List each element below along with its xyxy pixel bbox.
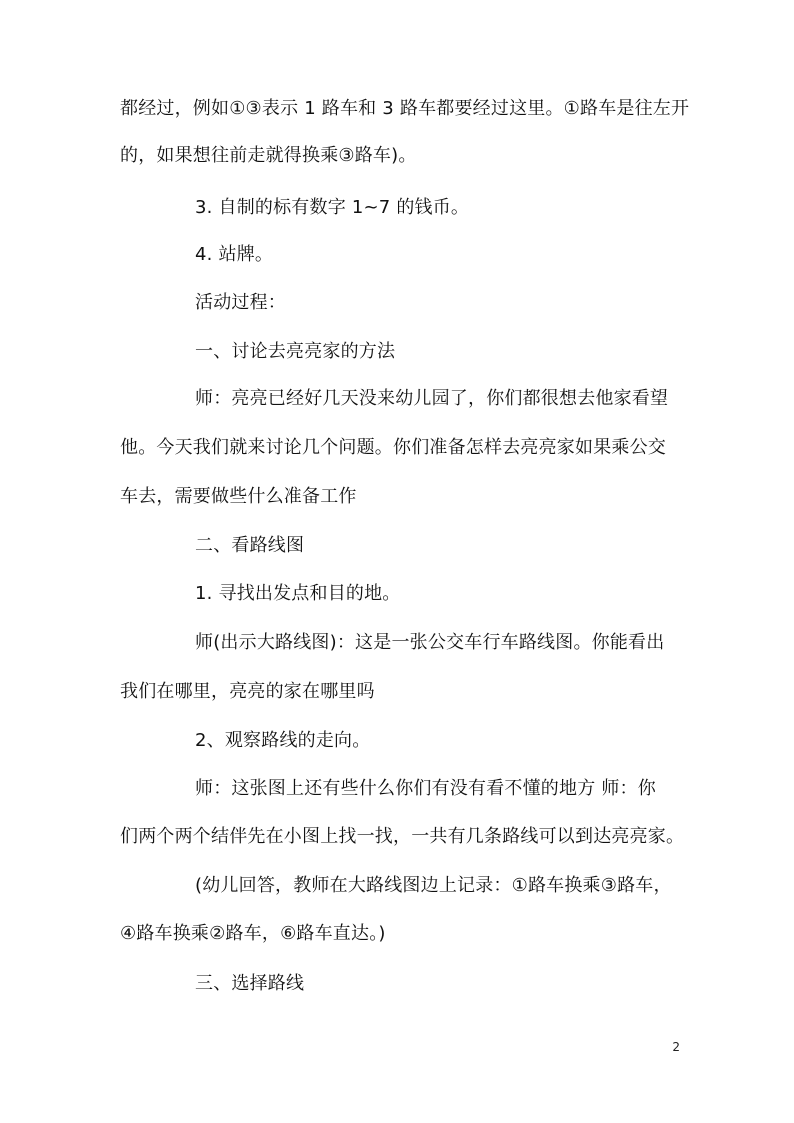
page-number: 2 [672,1040,680,1054]
list-item: 2、观察路线的走向。 [195,730,371,751]
section-heading: 活动过程： [195,292,286,313]
paragraph-line: 师：亮亮已经好几天没来幼儿园了，你们都很想去他家看望 [195,388,669,409]
paragraph-line: 车去，需要做些什么准备工作 [120,486,357,507]
paragraph-line: 师(出示大路线图)：这是一张公交车行车路线图。你能看出 [195,632,665,653]
list-item: 3. 自制的标有数字 1~7 的钱币。 [195,197,470,218]
list-item: 4. 站牌。 [195,244,274,265]
paragraph-line: 的，如果想往前走就得换乘③路车)。 [120,145,417,166]
section-heading: 三、选择路线 [195,973,305,994]
paragraph-line: 他。今天我们就来讨论几个问题。你们准备怎样去亮亮家如果乘公交 [120,437,666,458]
section-heading: 一、讨论去亮亮家的方法 [195,341,396,362]
paragraph-line: 师：这张图上还有些什么你们有没有看不懂的地方 师：你 [195,778,656,799]
paragraph-line: (幼儿回答，教师在大路线图边上记录：①路车换乘③路车， [195,875,672,896]
paragraph-line: 都经过，例如①③表示 1 路车和 3 路车都要经过这里。①路车是往左开 [120,98,690,119]
list-item: 1. 寻找出发点和目的地。 [195,583,401,604]
paragraph-line: ④路车换乘②路车，⑥路车直达。) [120,923,386,944]
paragraph-line: 们两个两个结伴先在小图上找一找，一共有几条路线可以到达亮亮家。 [120,826,685,847]
section-heading: 二、看路线图 [195,535,305,556]
paragraph-line: 我们在哪里，亮亮的家在哪里吗 [120,681,375,702]
